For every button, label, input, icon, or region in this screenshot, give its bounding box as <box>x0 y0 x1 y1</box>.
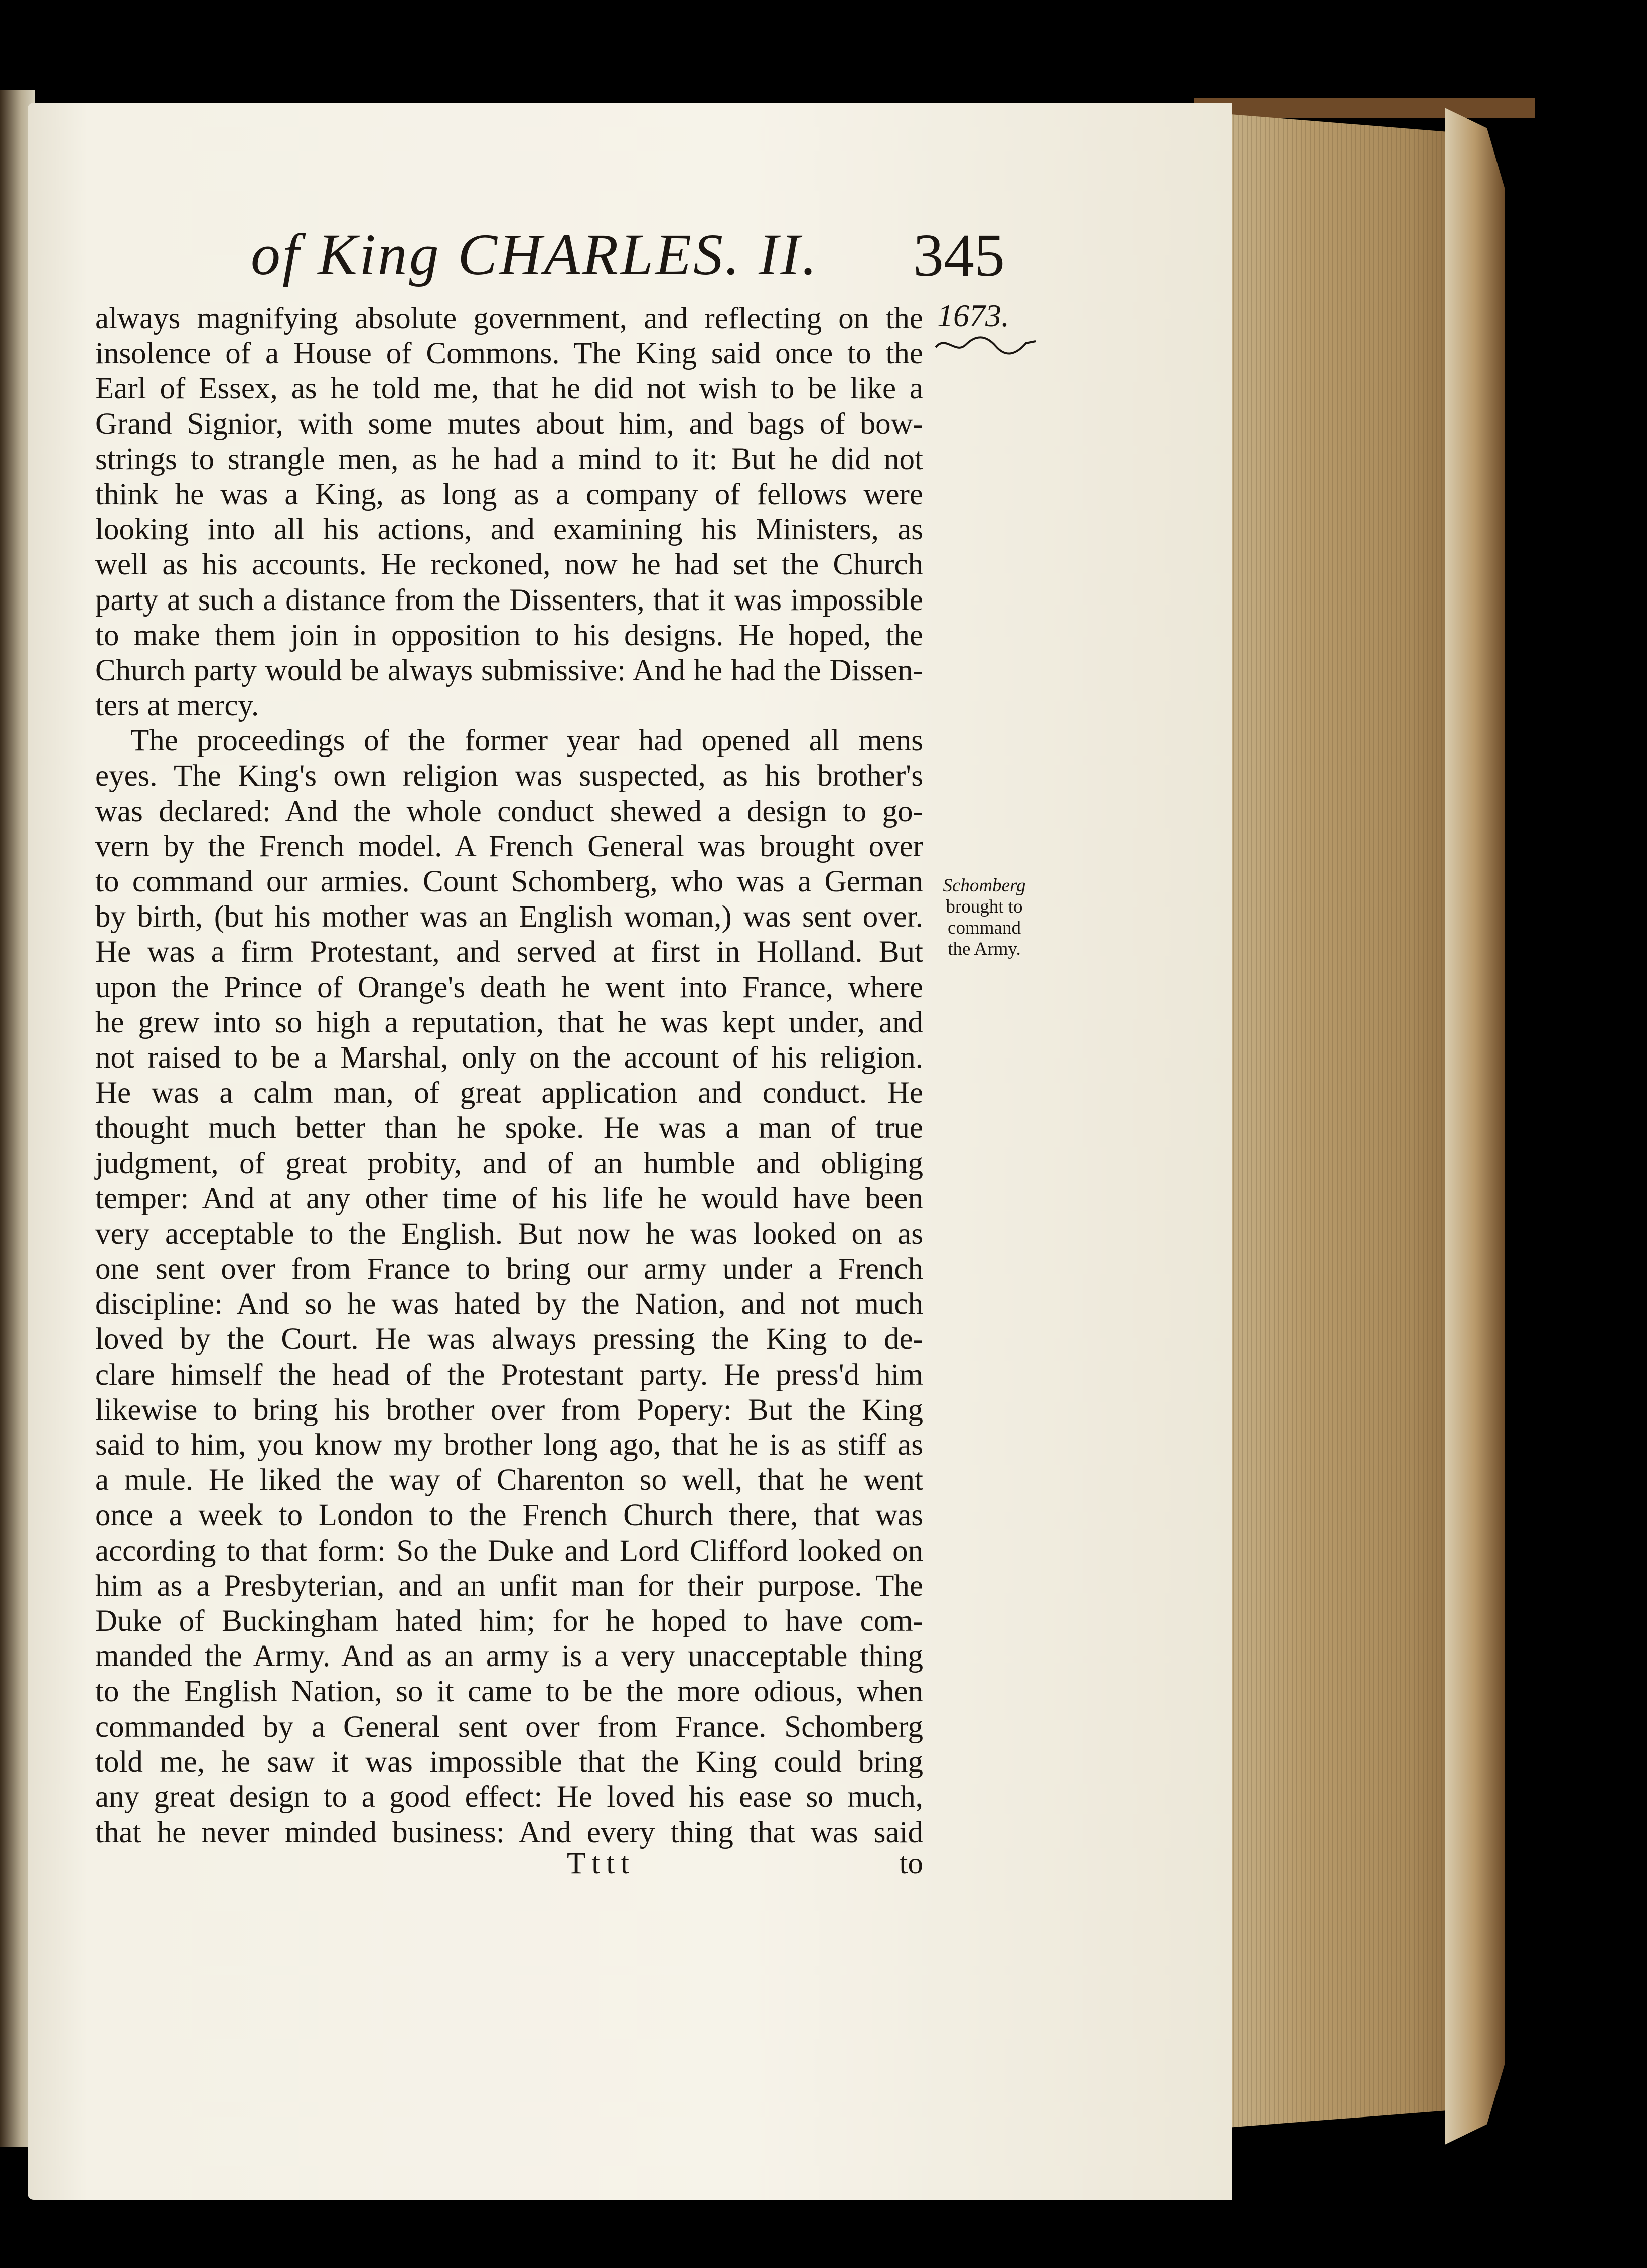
text-line: Grand Signior, with some mutes about him, and bags of bow- <box>95 407 923 441</box>
text-line: ters at mercy. <box>95 689 259 723</box>
text-line: very acceptable to the English. But now he was looked on as <box>95 1217 923 1251</box>
text-line: Earl of Essex, as he told me, that he did not wish to be like a <box>95 372 923 406</box>
cover-edge <box>1194 98 1535 118</box>
signature-mark: Tttt <box>567 1847 636 1880</box>
text-line: once a week to London to the French Church there, that was <box>95 1498 923 1533</box>
sidenote-line: brought to <box>946 896 1023 917</box>
text-line: according to that form: So the Duke and Lord Clifford looked on <box>95 1534 923 1568</box>
text-line: clare himself the head of the Protestant party. He press'd him <box>95 1357 923 1392</box>
text-line: thought much better than he spoke. He was a man of true <box>95 1111 923 1145</box>
text-line: told me, he saw it was impossible that the King could bring <box>95 1745 923 1779</box>
text-line: Church party would be always submissive: And he had the Dissen- <box>95 653 923 687</box>
text-line: to command our armies. Count Schomberg, who was a German <box>95 865 923 898</box>
text-line: that he never minded business: And every thing that was said <box>95 1816 923 1850</box>
body-text <box>95 301 923 1850</box>
catchword: to <box>899 1847 923 1880</box>
text-line: temper: And at any other time of his life he would have been <box>95 1181 923 1216</box>
running-title: of King CHARLES. II. <box>251 222 819 287</box>
sidenote-line: the Army. <box>948 939 1021 959</box>
text-line: said to him, you know my brother long ago, that he is as stiff as <box>95 1428 923 1462</box>
text-line: He was a calm man, of great application and conduct. He <box>95 1076 923 1110</box>
text-line: party at such a distance from the Dissenters, that it was impossible <box>95 583 923 617</box>
text-line: by birth, (but his mother was an English woman,) was sent over. <box>95 900 923 934</box>
text-line: looking into all his actions, and examining his Ministers, as <box>95 513 923 547</box>
sidenote-line: command <box>948 918 1021 938</box>
book-board <box>1445 108 1505 2145</box>
text-line: was declared: And the whole conduct shewed a design to go- <box>95 794 923 828</box>
page-number: 345 <box>913 222 1005 289</box>
text-line: a mule. He liked the way of Charenton so well, that he went <box>95 1463 923 1497</box>
sidenote-line: Schomberg <box>943 875 1026 896</box>
text-line: commanded by a General sent over from France. Schomberg <box>95 1710 923 1744</box>
text-line: eyes. The King's own religion was suspected, as his brother's <box>95 759 923 793</box>
margin-year: 1673. <box>937 297 1009 333</box>
text-line: likewise to bring his brother over from Popery: But the King <box>95 1393 923 1427</box>
text-line: think he was a King, as long as a company of fellows were <box>95 477 923 511</box>
text-line: upon the Prince of Orange's death he went into France, where <box>95 970 923 1004</box>
text-line: one sent over from France to bring our army under a French <box>95 1252 923 1286</box>
page-footer <box>95 1846 923 1886</box>
text-line: any great design to a good effect: He loved his ease so much, <box>95 1780 923 1814</box>
text-line: Duke of Buckingham hated him; for he hoped to have com- <box>95 1604 923 1638</box>
text-line: him as a Presbyterian, and an unfit man for their purpose. The <box>95 1569 923 1603</box>
margin-sidenote <box>934 875 1034 960</box>
text-line: he grew into so high a reputation, that he was kept under, and <box>95 1005 923 1039</box>
page-header <box>251 221 1003 296</box>
page-fore-edge <box>1202 113 1462 2130</box>
flourish-ornament-icon <box>933 332 1038 357</box>
text-line: well as his accounts. He reckoned, now he had set the Church <box>95 548 923 582</box>
text-line: not raised to be a Marshal, only on the account of his religion. <box>95 1040 923 1075</box>
text-line: loved by the Court. He was always pressing the King to de- <box>95 1322 923 1356</box>
text-line: He was a firm Protestant, and served at first in Holland. But <box>95 935 923 969</box>
text-line: discipline: And so he was hated by the Nation, and not much <box>95 1287 923 1321</box>
text-line: always magnifying absolute government, and reflecting on the <box>95 301 923 335</box>
text-line: to the English Nation, so it came to be the more odious, when <box>95 1675 923 1709</box>
text-line: judgment, of great probity, and of an humble and obliging <box>95 1146 923 1180</box>
text-line: The proceedings of the former year had opened all mens <box>130 724 923 758</box>
text-line: to make them join in opposition to his designs. He hoped, the <box>95 618 923 652</box>
text-line: strings to strangle men, as he had a mind to it: But he did not <box>95 442 923 476</box>
text-line: insolence of a House of Commons. The King said once to the <box>95 337 923 371</box>
text-line: manded the Army. And as an army is a very unacceptable thing <box>95 1639 923 1674</box>
text-line: vern by the French model. A French General was brought over <box>95 829 923 863</box>
